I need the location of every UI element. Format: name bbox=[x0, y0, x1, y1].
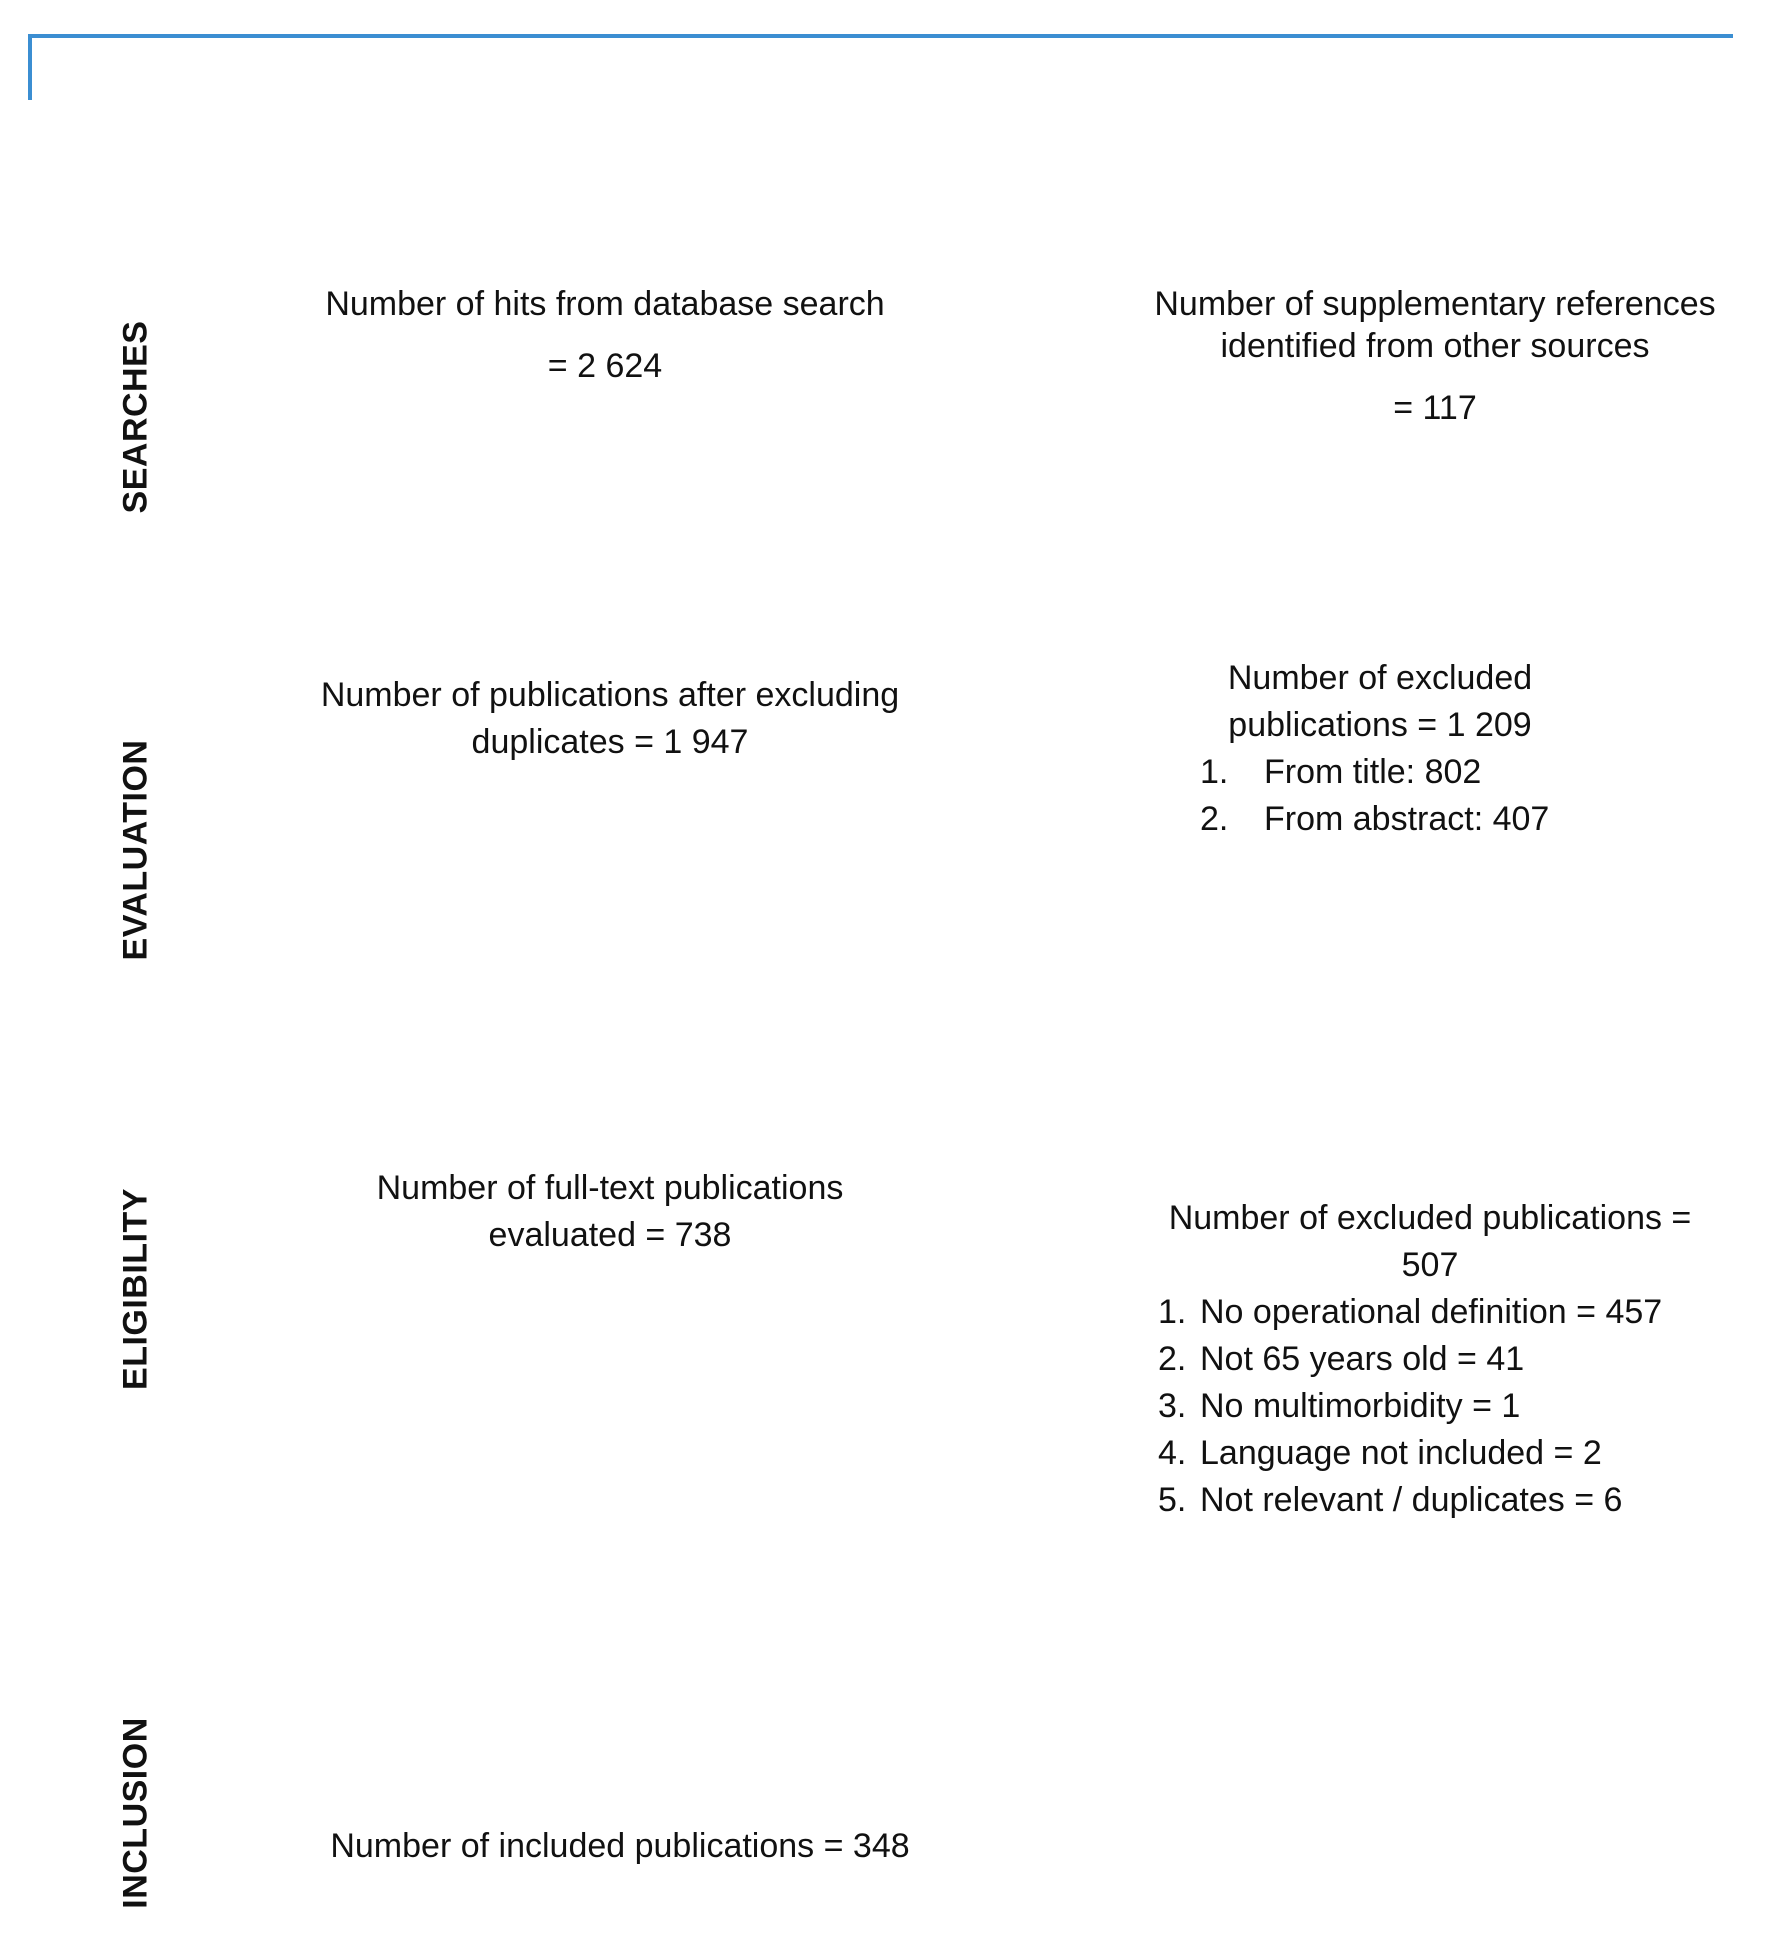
after-duplicates-text: Number of publications after excluding duplicates = 1 947 bbox=[320, 676, 900, 761]
list-item bbox=[1200, 749, 1600, 796]
supplementary-references-box bbox=[1120, 283, 1750, 429]
list-item bbox=[1158, 1336, 1720, 1383]
list-item bbox=[1158, 1477, 1720, 1524]
stage-label-searches-text: SEARCHES bbox=[116, 320, 155, 514]
frame-top-border bbox=[28, 34, 1733, 38]
database-search-box bbox=[280, 283, 930, 387]
list-item-number: 3. bbox=[1158, 1387, 1187, 1425]
eligibility-excluded-list bbox=[1158, 1289, 1720, 1524]
supplementary-references-label: Number of supplementary references identified from other sources bbox=[1154, 285, 1716, 365]
list-item-text: Not 65 years old = 41 bbox=[1200, 1340, 1525, 1378]
included-publications-text: Number of included publications = 348 bbox=[330, 1827, 910, 1865]
evaluation-excluded-list bbox=[1200, 749, 1600, 843]
stage-label-evaluation-text: EVALUATION bbox=[116, 739, 155, 961]
list-item-number: 4. bbox=[1158, 1434, 1187, 1472]
list-item-text: No multimorbidity = 1 bbox=[1200, 1387, 1521, 1425]
list-item-number: 2. bbox=[1158, 1340, 1187, 1378]
after-duplicates-box bbox=[280, 672, 940, 766]
list-item-number: 1. bbox=[1200, 753, 1229, 791]
database-search-label: Number of hits from database search bbox=[325, 285, 885, 323]
list-item bbox=[1158, 1430, 1720, 1477]
list-item-number: 5. bbox=[1158, 1481, 1187, 1519]
list-item-text: No operational definition = 457 bbox=[1200, 1293, 1663, 1331]
full-text-evaluated-box bbox=[330, 1165, 890, 1259]
list-item-number: 2. bbox=[1200, 800, 1229, 838]
eligibility-excluded-heading: Number of excluded publications = 507 bbox=[1168, 1199, 1692, 1284]
list-item-text: From title: 802 bbox=[1264, 753, 1482, 791]
stage-label-eligibility-text: ELIGIBILITY bbox=[116, 1188, 155, 1390]
list-item bbox=[1158, 1289, 1720, 1336]
frame-left-border bbox=[28, 34, 32, 100]
evaluation-excluded-box bbox=[1160, 655, 1600, 843]
evaluation-excluded-heading: Number of excluded publications = 1 209 bbox=[1227, 659, 1533, 744]
full-text-evaluated-text: Number of full-text publications evaluated = 738 bbox=[376, 1169, 844, 1254]
database-search-value: = 2 624 bbox=[547, 347, 663, 385]
list-item bbox=[1200, 796, 1600, 843]
included-publications-box bbox=[330, 1823, 910, 1870]
supplementary-references-value: = 117 bbox=[1393, 389, 1477, 427]
eligibility-excluded-box bbox=[1140, 1195, 1720, 1524]
list-item-number: 1. bbox=[1158, 1293, 1187, 1331]
list-item-text: Not relevant / duplicates = 6 bbox=[1200, 1481, 1623, 1519]
list-item-text: From abstract: 407 bbox=[1264, 800, 1550, 838]
list-item-text: Language not included = 2 bbox=[1200, 1434, 1602, 1472]
list-item bbox=[1158, 1383, 1720, 1430]
stage-label-inclusion-text: INCLUSION bbox=[116, 1717, 155, 1909]
